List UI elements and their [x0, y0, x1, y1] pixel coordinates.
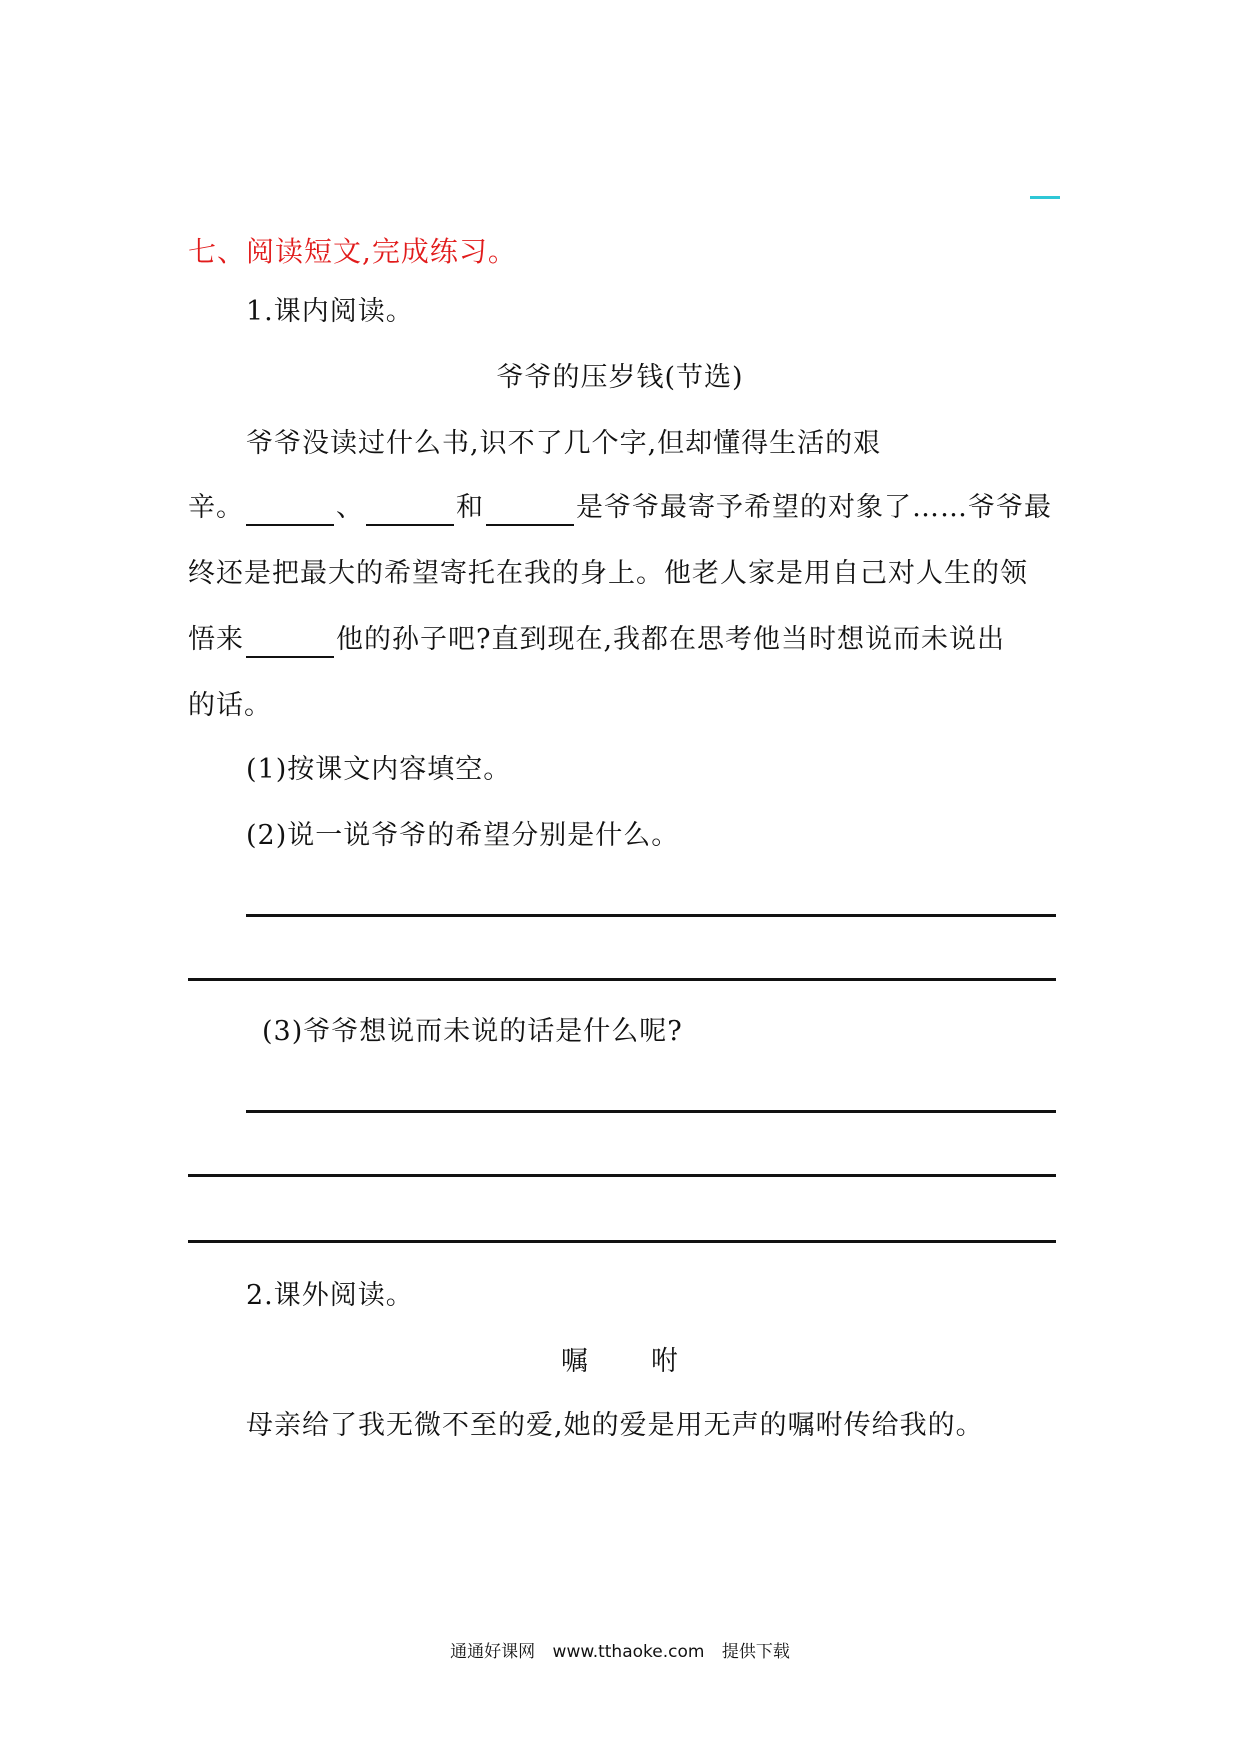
part2-title-char-1: 嘱: [561, 1346, 589, 1377]
answer-line-q3-3[interactable]: [188, 1240, 1056, 1243]
paragraph-line-1: 爷爷没读过什么书,识不了几个字,但却懂得生活的艰: [246, 428, 882, 459]
section-title: 七、阅读短文,完成练习。: [188, 235, 517, 268]
answer-line-q3-1[interactable]: [246, 1110, 1056, 1113]
paragraph-line-2-start: 辛。: [188, 492, 244, 523]
part2-heading: 2.课外阅读。: [246, 1280, 414, 1311]
answer-line-q2-1[interactable]: [246, 914, 1056, 917]
fill-blank-1[interactable]: [246, 496, 334, 526]
fill-blank-4[interactable]: [246, 628, 334, 658]
footer-url[interactable]: www.tthaoke.com: [552, 1642, 705, 1662]
paragraph-line-4: [188, 622, 1005, 658]
paragraph-line-4-end: 他的孙子吧?直到现在,我都在思考他当时想说而未说出: [336, 624, 1006, 655]
question-1: (1)按课文内容填空。: [246, 754, 512, 785]
paragraph-line-4-start: 悟来: [188, 624, 244, 655]
part2-title-char-2: 咐: [651, 1346, 679, 1377]
article-title: 爷爷的压岁钱(节选): [496, 362, 744, 393]
footer-action: 提供下载: [721, 1642, 790, 1662]
footer-site-name: 通通好课网: [450, 1642, 536, 1662]
fill-blank-3[interactable]: [486, 496, 574, 526]
question-3: (3)爷爷想说而未说的话是什么呢?: [262, 1016, 683, 1047]
answer-line-q2-2[interactable]: [188, 978, 1056, 981]
paragraph-line-2-sep-1: 、: [336, 492, 364, 523]
question-2: (2)说一说爷爷的希望分别是什么。: [246, 820, 680, 851]
part2-title: [0, 1344, 1240, 1380]
part1-heading: 1.课内阅读。: [246, 296, 414, 327]
paragraph-line-2-end: 是爷爷最寄予希望的对象了……爷爷最: [576, 492, 1052, 523]
corner-decoration: [1030, 196, 1060, 199]
page-footer: [0, 1637, 1240, 1662]
answer-line-q3-2[interactable]: [188, 1174, 1056, 1177]
paragraph-line-2-sep-2: 和: [456, 492, 484, 523]
part2-paragraph-line-1: 母亲给了我无微不至的爱,她的爱是用无声的嘱咐传给我的。: [246, 1410, 984, 1441]
paragraph-line-3: 终还是把最大的希望寄托在我的身上。他老人家是用自己对人生的领: [188, 558, 1028, 589]
paragraph-line-2: [188, 490, 1052, 526]
fill-blank-2[interactable]: [366, 496, 454, 526]
paragraph-line-5: 的话。: [188, 690, 272, 721]
